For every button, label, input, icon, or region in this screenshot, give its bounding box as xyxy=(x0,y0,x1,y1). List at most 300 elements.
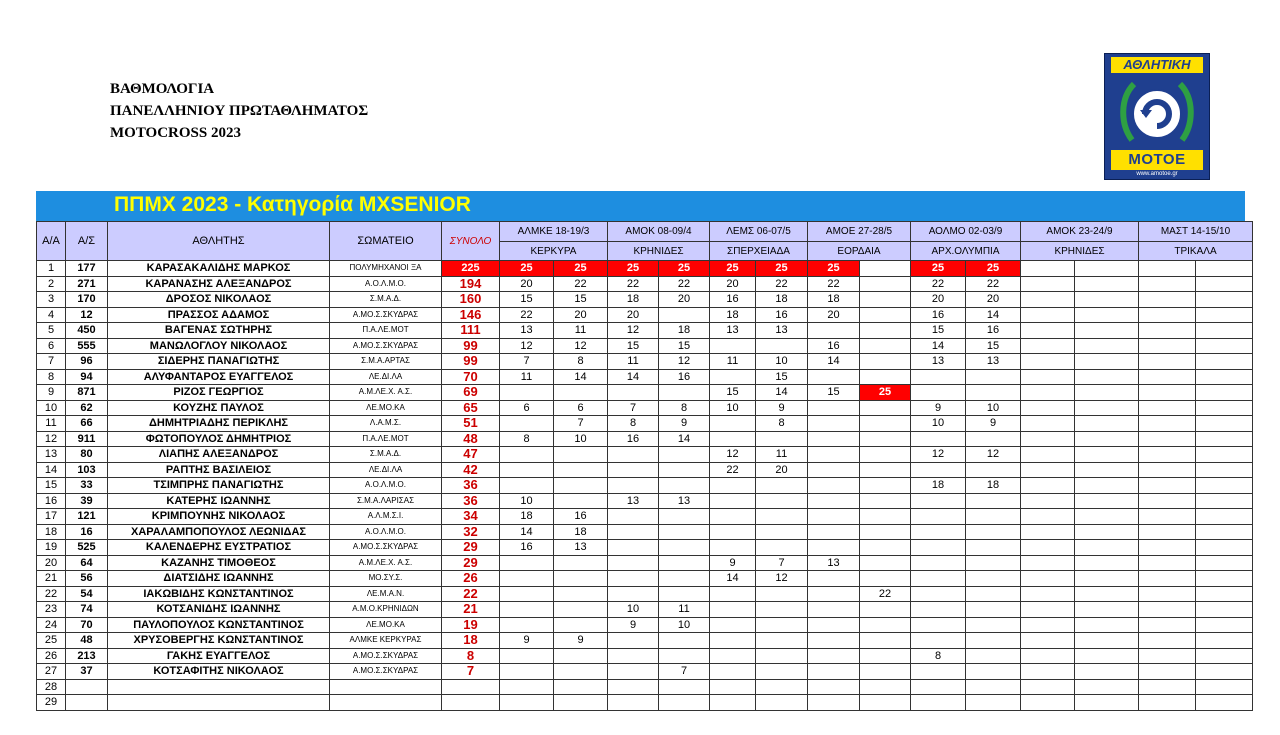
race-score xyxy=(808,509,860,525)
race-score xyxy=(1075,586,1139,602)
race-score xyxy=(1196,447,1253,463)
race-score xyxy=(756,540,808,556)
race-score xyxy=(1196,276,1253,292)
race-score xyxy=(911,633,966,649)
race-score xyxy=(966,385,1021,401)
rider-number: 62 xyxy=(66,400,108,416)
event-7-place: ΤΡΙΚΑΛΑ xyxy=(1139,242,1253,261)
race-score xyxy=(1021,431,1075,447)
race-score xyxy=(1196,648,1253,664)
race-score: 18 xyxy=(659,323,710,339)
table-row xyxy=(37,664,1253,680)
race-score xyxy=(659,679,710,695)
table-row xyxy=(37,354,1253,370)
race-score xyxy=(966,493,1021,509)
club-name: Α.Ο.Λ.Μ.Ο. xyxy=(330,276,442,292)
race-score: 25 xyxy=(554,261,608,277)
row-position: 1 xyxy=(37,261,66,277)
rider-number: 80 xyxy=(66,447,108,463)
race-score: 18 xyxy=(808,292,860,308)
race-score: 16 xyxy=(710,292,756,308)
race-score xyxy=(1196,524,1253,540)
event-5-name: ΑΟΛΜΟ 02-03/9 xyxy=(911,222,1021,242)
race-score: 7 xyxy=(608,400,659,416)
race-score xyxy=(500,385,554,401)
rider-number: 213 xyxy=(66,648,108,664)
rider-number: 12 xyxy=(66,307,108,323)
race-score xyxy=(808,400,860,416)
race-score: 20 xyxy=(966,292,1021,308)
race-score xyxy=(756,478,808,494)
row-position: 3 xyxy=(37,292,66,308)
event-2-name: ΑΜΟΚ 08-09/4 xyxy=(608,222,710,242)
race-score xyxy=(554,664,608,680)
race-score: 12 xyxy=(710,447,756,463)
race-score: 10 xyxy=(608,602,659,618)
race-score xyxy=(808,633,860,649)
rider-number xyxy=(66,679,108,695)
race-score xyxy=(1139,447,1196,463)
total-points: 18 xyxy=(442,633,500,649)
rider-number: 121 xyxy=(66,509,108,525)
rider-number: 94 xyxy=(66,369,108,385)
col-total: ΣΥΝΟΛΟ xyxy=(442,222,500,261)
race-score xyxy=(659,633,710,649)
total-points: 7 xyxy=(442,664,500,680)
race-score: 6 xyxy=(554,400,608,416)
race-score: 25 xyxy=(911,261,966,277)
race-score xyxy=(1196,400,1253,416)
athlete-name: ΛΙΑΠΗΣ ΑΛΕΞΑΝΔΡΟΣ xyxy=(108,447,330,463)
race-score: 25 xyxy=(966,261,1021,277)
race-score xyxy=(1075,261,1139,277)
race-score: 12 xyxy=(608,323,659,339)
row-position: 26 xyxy=(37,648,66,664)
race-score xyxy=(860,602,911,618)
race-score xyxy=(1196,261,1253,277)
race-score: 11 xyxy=(710,354,756,370)
race-score xyxy=(710,540,756,556)
race-score: 18 xyxy=(554,524,608,540)
logo-top-text: ΑΘΛΗΤΙΚΗ xyxy=(1111,57,1203,73)
race-score xyxy=(1021,602,1075,618)
athlete-name: ΦΩΤΟΠΟΥΛΟΣ ΔΗΜΗΤΡΙΟΣ xyxy=(108,431,330,447)
race-score xyxy=(608,664,659,680)
race-score xyxy=(860,276,911,292)
race-score xyxy=(659,509,710,525)
row-position: 21 xyxy=(37,571,66,587)
row-position: 22 xyxy=(37,586,66,602)
total-points: 65 xyxy=(442,400,500,416)
total-points: 194 xyxy=(442,276,500,292)
rider-number: 271 xyxy=(66,276,108,292)
club-name: Α.Ο.Λ.Μ.Ο. xyxy=(330,524,442,540)
race-score xyxy=(756,338,808,354)
race-score xyxy=(1075,555,1139,571)
race-score xyxy=(860,354,911,370)
race-score xyxy=(1139,400,1196,416)
race-score xyxy=(966,555,1021,571)
table-row xyxy=(37,338,1253,354)
race-score xyxy=(1021,323,1075,339)
race-score: 18 xyxy=(608,292,659,308)
race-score: 25 xyxy=(860,385,911,401)
race-score: 8 xyxy=(500,431,554,447)
table-row xyxy=(37,292,1253,308)
race-score xyxy=(860,338,911,354)
club-name: Α.Ο.Λ.Μ.Ο. xyxy=(330,478,442,494)
race-score xyxy=(1139,679,1196,695)
race-score xyxy=(554,478,608,494)
race-score xyxy=(500,664,554,680)
race-score: 12 xyxy=(659,354,710,370)
row-position: 10 xyxy=(37,400,66,416)
race-score: 8 xyxy=(911,648,966,664)
rider-number: 555 xyxy=(66,338,108,354)
race-score xyxy=(1139,323,1196,339)
race-score xyxy=(1075,416,1139,432)
race-score xyxy=(1075,307,1139,323)
race-score: 12 xyxy=(966,447,1021,463)
race-score: 12 xyxy=(554,338,608,354)
race-score: 20 xyxy=(554,307,608,323)
row-position: 2 xyxy=(37,276,66,292)
federation-logo xyxy=(1104,53,1210,180)
row-position: 13 xyxy=(37,447,66,463)
race-score xyxy=(554,447,608,463)
race-score xyxy=(1075,369,1139,385)
race-score xyxy=(1021,462,1075,478)
race-score xyxy=(500,648,554,664)
race-score xyxy=(1139,493,1196,509)
athlete-name: ΠΑΥΛΟΠΟΥΛΟΣ ΚΩΝΣΤΑΝΤΙΝΟΣ xyxy=(108,617,330,633)
rider-number: 70 xyxy=(66,617,108,633)
race-score xyxy=(860,369,911,385)
athlete-name: ΚΡΙΜΠΟΥΝΗΣ ΝΙΚΟΛΑΟΣ xyxy=(108,509,330,525)
athlete-name xyxy=(108,679,330,695)
race-score xyxy=(500,602,554,618)
race-score xyxy=(500,571,554,587)
race-score xyxy=(860,323,911,339)
event-4-place: ΕΟΡΔΑΙΑ xyxy=(808,242,911,261)
event-3-name: ΛΕΜΣ 06-07/5 xyxy=(710,222,808,242)
race-score xyxy=(1075,648,1139,664)
event-1-name: ΑΛΜΚΕ 18-19/3 xyxy=(500,222,608,242)
race-score: 15 xyxy=(608,338,659,354)
race-score: 13 xyxy=(608,493,659,509)
race-score xyxy=(966,602,1021,618)
race-score xyxy=(860,307,911,323)
total-points: 36 xyxy=(442,478,500,494)
race-score: 9 xyxy=(659,416,710,432)
club-name: Α.Μ.ΛΕ.Χ. Α.Σ. xyxy=(330,555,442,571)
club-name: ΑΛΜΚΕ ΚΕΡΚΥΡΑΣ xyxy=(330,633,442,649)
race-score xyxy=(911,555,966,571)
header-line-3: MOTOCROSS 2023 xyxy=(110,125,241,141)
race-score: 22 xyxy=(554,276,608,292)
race-score xyxy=(1075,338,1139,354)
race-score xyxy=(1196,540,1253,556)
row-position: 8 xyxy=(37,369,66,385)
race-score xyxy=(1196,633,1253,649)
logo-bottom-text: ΜΟΤΟΕ xyxy=(1111,150,1203,170)
total-points: 99 xyxy=(442,354,500,370)
race-score xyxy=(1196,385,1253,401)
club-name: Α.ΜΟ.Σ.ΣΚΥΔΡΑΣ xyxy=(330,648,442,664)
table-row xyxy=(37,509,1253,525)
race-score: 14 xyxy=(966,307,1021,323)
race-score xyxy=(1139,416,1196,432)
race-score: 22 xyxy=(756,276,808,292)
table-row xyxy=(37,369,1253,385)
race-score xyxy=(808,648,860,664)
race-score xyxy=(1021,385,1075,401)
club-name: Α.ΜΟ.Σ.ΣΚΥΔΡΑΣ xyxy=(330,307,442,323)
race-score xyxy=(808,416,860,432)
race-score xyxy=(911,369,966,385)
race-score xyxy=(1196,292,1253,308)
race-score: 9 xyxy=(710,555,756,571)
race-score xyxy=(966,509,1021,525)
race-score xyxy=(966,431,1021,447)
race-score xyxy=(500,695,554,711)
rider-number xyxy=(66,695,108,711)
table-row xyxy=(37,462,1253,478)
race-score xyxy=(911,385,966,401)
race-score: 16 xyxy=(659,369,710,385)
event-6-name: ΑΜΟΚ 23-24/9 xyxy=(1021,222,1139,242)
race-score xyxy=(808,617,860,633)
club-name xyxy=(330,679,442,695)
race-score: 16 xyxy=(500,540,554,556)
race-score: 15 xyxy=(710,385,756,401)
club-name: Σ.Μ.Α.Δ. xyxy=(330,292,442,308)
race-score xyxy=(1139,540,1196,556)
race-score: 16 xyxy=(966,323,1021,339)
athlete-name: ΚΑΛΕΝΔΕΡΗΣ ΕΥΣΤΡΑΤΙΟΣ xyxy=(108,540,330,556)
race-score xyxy=(860,462,911,478)
race-score xyxy=(1196,307,1253,323)
race-score: 16 xyxy=(911,307,966,323)
race-score xyxy=(966,524,1021,540)
row-position: 20 xyxy=(37,555,66,571)
club-name: ΛΕ.ΜΟ.ΚΑ xyxy=(330,617,442,633)
race-score xyxy=(1139,462,1196,478)
wreath-icon xyxy=(1118,76,1196,148)
race-score xyxy=(710,679,756,695)
race-score xyxy=(710,493,756,509)
row-position: 23 xyxy=(37,602,66,618)
race-score: 16 xyxy=(554,509,608,525)
athlete-name: ΤΣΙΜΠΡΗΣ ΠΑΝΑΓΙΩΤΗΣ xyxy=(108,478,330,494)
race-score xyxy=(608,695,659,711)
race-score xyxy=(500,679,554,695)
rider-number: 64 xyxy=(66,555,108,571)
row-position: 28 xyxy=(37,679,66,695)
race-score xyxy=(500,586,554,602)
race-score xyxy=(710,369,756,385)
total-points: 99 xyxy=(442,338,500,354)
race-score xyxy=(1196,571,1253,587)
race-score xyxy=(808,462,860,478)
race-score xyxy=(1196,664,1253,680)
race-score: 20 xyxy=(808,307,860,323)
athlete-name: ΚΑΡΑΣΑΚΑΛΙΔΗΣ ΜΑΡΚΟΣ xyxy=(108,261,330,277)
race-score xyxy=(966,369,1021,385)
race-score xyxy=(710,602,756,618)
race-score xyxy=(710,416,756,432)
race-score: 22 xyxy=(911,276,966,292)
race-score xyxy=(710,524,756,540)
rider-number: 16 xyxy=(66,524,108,540)
race-score: 10 xyxy=(966,400,1021,416)
event-7-name: ΜΑΣΤ 14-15/10 xyxy=(1139,222,1253,242)
race-score xyxy=(1021,633,1075,649)
race-score: 8 xyxy=(756,416,808,432)
club-name: Α.ΜΟ.Σ.ΣΚΥΔΡΑΣ xyxy=(330,664,442,680)
race-score xyxy=(756,648,808,664)
total-points: 26 xyxy=(442,571,500,587)
total-points: 70 xyxy=(442,369,500,385)
table-row xyxy=(37,385,1253,401)
row-position: 24 xyxy=(37,617,66,633)
race-score: 15 xyxy=(911,323,966,339)
logo-url: www.amotoe.gr xyxy=(1136,171,1178,177)
race-score xyxy=(1139,369,1196,385)
page-header xyxy=(110,78,368,144)
race-score xyxy=(710,648,756,664)
race-score xyxy=(554,602,608,618)
race-score xyxy=(756,493,808,509)
total-points: 21 xyxy=(442,602,500,618)
total-points: 36 xyxy=(442,493,500,509)
race-score xyxy=(966,540,1021,556)
race-score xyxy=(860,447,911,463)
rider-number: 911 xyxy=(66,431,108,447)
race-score: 18 xyxy=(966,478,1021,494)
race-score xyxy=(911,695,966,711)
race-score xyxy=(1075,524,1139,540)
club-name: ΜΟ.ΣΥ.Σ. xyxy=(330,571,442,587)
total-points: 8 xyxy=(442,648,500,664)
athlete-name: ΚΑΤΕΡΗΣ ΙΩΑΝΝΗΣ xyxy=(108,493,330,509)
row-position: 17 xyxy=(37,509,66,525)
race-score xyxy=(1075,509,1139,525)
race-score xyxy=(1075,540,1139,556)
total-points: 51 xyxy=(442,416,500,432)
table-row xyxy=(37,679,1253,695)
race-score xyxy=(1075,276,1139,292)
race-score xyxy=(808,493,860,509)
race-score xyxy=(608,679,659,695)
race-score xyxy=(608,524,659,540)
race-score: 10 xyxy=(911,416,966,432)
race-score xyxy=(1196,416,1253,432)
race-score xyxy=(554,493,608,509)
race-score xyxy=(860,648,911,664)
race-score xyxy=(1075,354,1139,370)
race-score: 20 xyxy=(500,276,554,292)
race-score xyxy=(911,602,966,618)
race-score xyxy=(1139,307,1196,323)
race-score xyxy=(1196,617,1253,633)
race-score: 16 xyxy=(608,431,659,447)
race-score xyxy=(911,431,966,447)
total-points: 47 xyxy=(442,447,500,463)
race-score xyxy=(659,695,710,711)
race-score xyxy=(1021,400,1075,416)
total-points: 29 xyxy=(442,555,500,571)
race-score xyxy=(1075,664,1139,680)
table-row xyxy=(37,431,1253,447)
race-score xyxy=(911,493,966,509)
race-score xyxy=(1021,261,1075,277)
race-score: 9 xyxy=(911,400,966,416)
race-score xyxy=(608,633,659,649)
race-score xyxy=(710,478,756,494)
rider-number: 56 xyxy=(66,571,108,587)
race-score xyxy=(710,664,756,680)
race-score xyxy=(1021,493,1075,509)
race-score: 20 xyxy=(710,276,756,292)
race-score xyxy=(1021,648,1075,664)
rider-number: 33 xyxy=(66,478,108,494)
race-score: 13 xyxy=(554,540,608,556)
race-score xyxy=(554,695,608,711)
race-score xyxy=(756,695,808,711)
athlete-name: ΚΟΤΣΑΦΙΤΗΣ ΝΙΚΟΛΑΟΣ xyxy=(108,664,330,680)
club-name: ΠΟΛΥΜΗΧΑΝΟΙ ΞΑ xyxy=(330,261,442,277)
row-position: 29 xyxy=(37,695,66,711)
race-score: 11 xyxy=(608,354,659,370)
race-score xyxy=(1139,571,1196,587)
race-score xyxy=(1021,524,1075,540)
race-score xyxy=(911,679,966,695)
athlete-name: ΠΡΑΣΣΟΣ ΑΔΑΜΟΣ xyxy=(108,307,330,323)
race-score: 9 xyxy=(756,400,808,416)
table-row xyxy=(37,524,1253,540)
table-row xyxy=(37,307,1253,323)
race-score: 12 xyxy=(500,338,554,354)
race-score: 25 xyxy=(659,261,710,277)
athlete-name: ΡΑΠΤΗΣ ΒΑΣΙΛΕΙΟΣ xyxy=(108,462,330,478)
athlete-name: ΔΗΜΗΤΡΙΑΔΗΣ ΠΕΡΙΚΛΗΣ xyxy=(108,416,330,432)
race-score xyxy=(911,509,966,525)
race-score xyxy=(1139,292,1196,308)
race-score xyxy=(554,617,608,633)
race-score xyxy=(808,369,860,385)
race-score: 15 xyxy=(554,292,608,308)
race-score xyxy=(500,478,554,494)
race-score xyxy=(860,478,911,494)
race-score xyxy=(756,431,808,447)
race-score xyxy=(500,447,554,463)
race-score xyxy=(1196,462,1253,478)
race-score xyxy=(911,586,966,602)
race-score xyxy=(756,617,808,633)
race-score xyxy=(966,462,1021,478)
race-score xyxy=(500,462,554,478)
col-aa: Α/Α xyxy=(37,222,66,261)
table-row xyxy=(37,400,1253,416)
race-score xyxy=(1196,509,1253,525)
race-score xyxy=(966,633,1021,649)
race-score xyxy=(808,447,860,463)
race-score xyxy=(659,307,710,323)
club-name xyxy=(330,695,442,711)
race-score xyxy=(860,493,911,509)
race-score xyxy=(1075,400,1139,416)
